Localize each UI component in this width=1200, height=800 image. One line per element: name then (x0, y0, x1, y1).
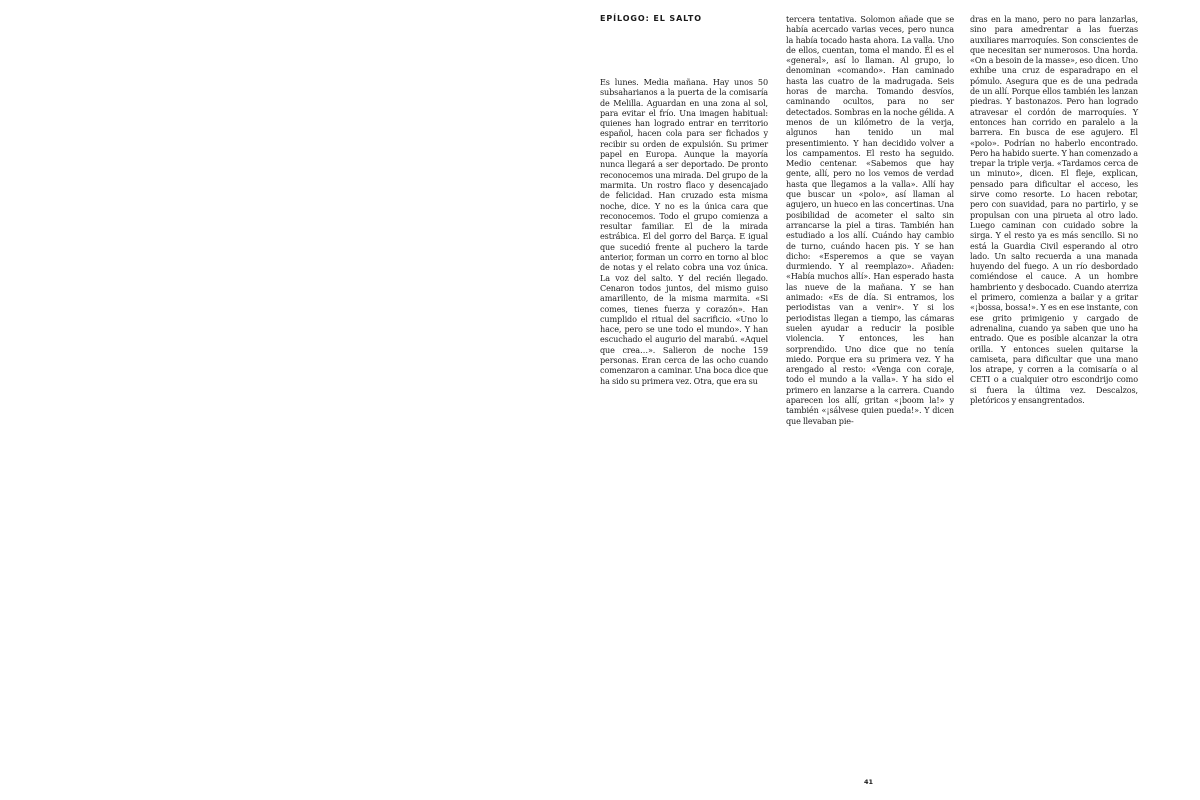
text-column-2 (786, 14, 954, 426)
body-paragraph: Es lunes. Media mañana. Hay unos 50 subsaharianos a la puerta de la comisaría de Melilla. Aguardan en una zona al sol, para evitar el frío. Una imagen habitual: quienes han logrado entrar en territorio español, hacen cola para ser fichados y recibir su orden de expulsión. Su primer papel en Europa. Aunque la mayoría nunca llegará a ser deportado. De pronto reconocemos una mirada. Del grupo de la marmita. Un rostro flaco y desencajado de felicidad. Han cruzado esta misma noche, dice. Y no es la única cara que reconocemos. Todo el grupo comienza a resultar familiar. El de la mirada estrábica. El del gorro del Barça. E igual que sucedió frente al puchero la tarde anterior, forman un corro en torno al bloc de notas y el relato cobra una voz única. La voz del salto. Y del recién llegado. Cenaron todos juntos, del mismo guiso amarillento, de la misma marmita. «Si comes, tienes fuerza y corazón». Han cumplido el ritual del sacrificio. «Uno lo hace, pero se une todo el mundo». Y han escuchado el augurio del marabú. «Aquel que crea…». Salieron de noche 159 personas. Eran cerca de las ocho cuando comenzaron a caminar. Una boca dice que ha sido su primera vez. Otra, que era su (600, 77, 768, 386)
page-number: 41 (864, 778, 874, 786)
body-paragraph: tercera tentativa. Solomon añade que se había acercado varias veces, pero nunca la había tocado hasta ahora. La valla. Uno de ellos, cuentan, toma el mando. Él es el «general», así lo llaman. Al grupo, lo denominan «comando». Han caminado hasta las cuatro de la madrugada. Seis horas de marcha. Tomando desvíos, caminando ocultos, para no ser detectados. Sombras en la noche gélida. A menos de un kilómetro de la verja, algunos han tenido un mal presentimiento. Y han decidido volver a los campamentos. El resto ha seguido. Medio centenar. «Sabemos que hay gente, allí, pero no los vemos de verdad hasta que llegamos a la valla». Allí hay que buscar un «polo», así llaman al agujero, un hueco en las concertinas. Una posibilidad de acometer el salto sin arrancarse la piel a tiras. También han estudiado a los allí. Cuándo hay cambio de turno, cuándo hacen pis. Y se han dicho: «Esperemos a que se vayan durmiendo. Y al reemplazo». Añaden: «Había muchos allí». Han esperado hasta las nueve de la mañana. Y se han animado: «Es de día. Si entramos, los periodistas van a venir». Y si los periodistas llegan a tiempo, las cámaras suelen ayudar a reducir la posible violencia. Y entonces, les han sorprendido. Uno dice que no tenía miedo. Porque era su primera vez. Y ha arengado al resto: «Venga con coraje, todo el mundo a la valla». Y ha sido el primero en lanzarse a la carrera. Cuando aparecen los allí, gritan «¡boom la!» y también «¡sálvese quien pueda!». Y dicen que llevaban pie- (786, 14, 954, 426)
section-title: EPÍLOGO: EL SALTO (600, 14, 702, 23)
text-column-1 (600, 77, 768, 386)
body-paragraph: dras en la mano, pero no para lanzarlas, sino para amedrentar a las fuerzas auxiliares marroquíes. Son conscientes de que necesitan ser numerosos. Una horda. «On a besoin de la masse», eso dicen. Uno exhibe una cruz de esparadrapo en el pómulo. Asegura que es de una pedrada de un allí. Porque ellos también les lanzan piedras. Y bastonazos. Pero han logrado atravesar el cordón de marroquíes. Y entonces han corrido en paralelo a la barrera. En busca de ese agujero. El «polo». Podrían no haberlo encontrado. Pero ha habido suerte. Y han comenzado a trepar la triple verja. «Tardamos cerca de un minuto», dicen. El fleje, explican, pensado para dificultar el acceso, les sirve como resorte. Lo hacen rebotar, pero con suavidad, para no partirlo, y se propulsan con una pirueta al otro lado. Luego caminan con cuidado sobre la sirga. Y el resto ya es más sencillo. Si no está la Guardia Civil esperando al otro lado. Un salto recuerda a una manada huyendo del fuego. A un río desbordado comiéndose el cauce. A un hombre hambriento y desbocado. Cuando aterriza el primero, comienza a bailar y a gritar «¡bossa, bossa!». Y es en ese instante, con ese grito primigenio y cargado de adrenalina, cuando ya saben que uno ha entrado. Que es posible alcanzar la otra orilla. Y entonces suelen quitarse la camiseta, para dificultar que una mano los atrape, y corren a la comisaría o al CETI o a cualquier otro escondrijo como si fuera la última vez. Descalzos, pletóricos y ensangrentados. (970, 14, 1138, 405)
text-column-3 (970, 14, 1138, 405)
